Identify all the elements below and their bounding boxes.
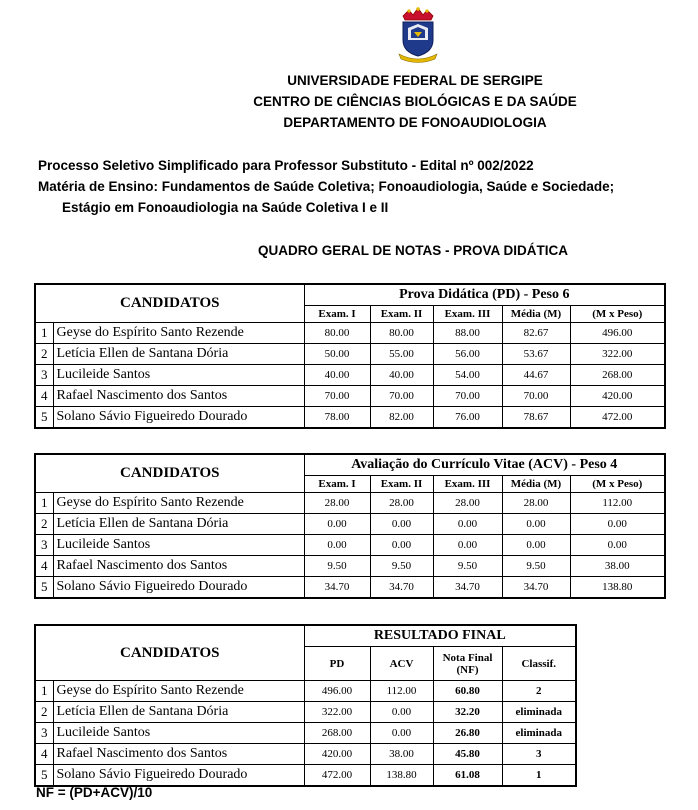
cell-value: 28.00	[502, 493, 570, 514]
col-exam-2: Exam. II	[370, 476, 433, 493]
cell-value: 34.70	[370, 577, 433, 598]
cell-value: 0.00	[570, 514, 665, 535]
board-title: QUADRO GERAL DE NOTAS - PROVA DIDÁTICA	[258, 243, 569, 258]
cell-value: 78.67	[502, 407, 570, 428]
col-media: Média (M)	[502, 476, 570, 493]
row-index: 4	[35, 556, 53, 577]
row-index: 3	[35, 365, 53, 386]
cell-value: 28.00	[304, 493, 370, 514]
department-name: DEPARTAMENTO DE FONOAUDIOLOGIA	[283, 115, 547, 130]
col-exam-3: Exam. III	[433, 306, 502, 323]
candidate-name: Lucileide Santos	[53, 535, 304, 556]
candidate-name: Lucileide Santos	[53, 365, 304, 386]
cell-pd: 420.00	[304, 744, 370, 765]
cell-value: 76.00	[433, 407, 502, 428]
table-row	[35, 577, 665, 598]
col-m-x-peso: (M x Peso)	[570, 476, 665, 493]
cell-value: 82.00	[370, 407, 433, 428]
candidate-name: Geyse do Espírito Santo Rezende	[53, 493, 304, 514]
cell-value: 472.00	[570, 407, 665, 428]
cell-pd: 268.00	[304, 723, 370, 744]
cell-value: 40.00	[304, 365, 370, 386]
cell-value: 54.00	[433, 365, 502, 386]
cell-value: 70.00	[433, 386, 502, 407]
candidate-name: Solano Sávio Figueiredo Dourado	[53, 765, 304, 786]
cell-value: 55.00	[370, 344, 433, 365]
cell-acv: 0.00	[370, 702, 433, 723]
cell-value: 28.00	[370, 493, 433, 514]
table-row	[35, 386, 665, 407]
table-row	[35, 344, 665, 365]
cell-value: 70.00	[370, 386, 433, 407]
cell-classif: eliminada	[502, 723, 576, 744]
candidate-name: Letícia Ellen de Santana Dória	[53, 514, 304, 535]
final-result-table	[34, 624, 577, 787]
cell-nf: 61.08	[433, 765, 502, 786]
pd-title: Prova Didática (PD) - Peso 6	[304, 284, 665, 306]
candidate-name: Lucileide Santos	[53, 723, 304, 744]
candidate-name: Geyse do Espírito Santo Rezende	[53, 681, 304, 702]
col-exam-3: Exam. III	[433, 476, 502, 493]
cell-classif: eliminada	[502, 702, 576, 723]
acv-title: Avaliação do Currículo Vitae (ACV) - Peso 4	[304, 454, 665, 476]
row-index: 2	[35, 702, 53, 723]
cell-pd: 472.00	[304, 765, 370, 786]
cell-value: 34.70	[502, 577, 570, 598]
pd-table	[34, 283, 666, 429]
cell-value: 496.00	[570, 323, 665, 344]
center-name: CENTRO DE CIÊNCIAS BIOLÓGICAS E DA SAÚDE	[253, 94, 577, 109]
row-index: 4	[35, 386, 53, 407]
cell-value: 88.00	[433, 323, 502, 344]
col-exam-1: Exam. I	[304, 476, 370, 493]
cell-value: 78.00	[304, 407, 370, 428]
cell-pd: 496.00	[304, 681, 370, 702]
candidate-name: Letícia Ellen de Santana Dória	[53, 702, 304, 723]
subject-line-1: Matéria de Ensino: Fundamentos de Saúde Coletiva; Fonoaudiologia, Saúde e Sociedade;	[38, 179, 615, 194]
col-nota-final: Nota Final (NF)	[433, 647, 502, 681]
row-index: 3	[35, 535, 53, 556]
cell-classif: 1	[502, 765, 576, 786]
cell-value: 28.00	[433, 493, 502, 514]
subject-line-2: Estágio em Fonoaudiologia na Saúde Coletiva I e II	[62, 200, 389, 215]
cell-value: 70.00	[502, 386, 570, 407]
cell-acv: 38.00	[370, 744, 433, 765]
cell-value: 0.00	[433, 535, 502, 556]
cell-value: 40.00	[370, 365, 433, 386]
cell-pd: 322.00	[304, 702, 370, 723]
cell-value: 34.70	[304, 577, 370, 598]
row-index: 1	[35, 323, 53, 344]
row-index: 2	[35, 514, 53, 535]
table-row	[35, 744, 576, 765]
candidate-name: Solano Sávio Figueiredo Dourado	[53, 407, 304, 428]
cell-value: 0.00	[304, 514, 370, 535]
cell-value: 0.00	[370, 514, 433, 535]
cell-value: 138.80	[570, 577, 665, 598]
formula-note: NF = (PD+ACV)/10	[36, 785, 153, 800]
cell-value: 53.67	[502, 344, 570, 365]
row-index: 4	[35, 744, 53, 765]
table-row	[35, 765, 576, 786]
row-index: 1	[35, 493, 53, 514]
candidates-header: CANDIDATOS	[35, 454, 304, 493]
table-row	[35, 681, 576, 702]
candidate-name: Rafael Nascimento dos Santos	[53, 386, 304, 407]
cell-value: 0.00	[502, 535, 570, 556]
row-index: 3	[35, 723, 53, 744]
cell-value: 82.67	[502, 323, 570, 344]
cell-value: 80.00	[370, 323, 433, 344]
row-index: 5	[35, 577, 53, 598]
cell-acv: 0.00	[370, 723, 433, 744]
cell-nf: 60.80	[433, 681, 502, 702]
acv-table	[34, 453, 666, 599]
row-index: 2	[35, 344, 53, 365]
col-exam-2: Exam. II	[370, 306, 433, 323]
candidate-name: Letícia Ellen de Santana Dória	[53, 344, 304, 365]
candidate-name: Rafael Nascimento dos Santos	[53, 744, 304, 765]
row-index: 5	[35, 407, 53, 428]
candidates-header: CANDIDATOS	[35, 625, 304, 681]
candidates-header: CANDIDATOS	[35, 284, 304, 323]
cell-value: 0.00	[370, 535, 433, 556]
cell-value: 9.50	[304, 556, 370, 577]
cell-acv: 138.80	[370, 765, 433, 786]
col-classif: Classif.	[502, 647, 576, 681]
cell-value: 34.70	[433, 577, 502, 598]
cell-nf: 45.80	[433, 744, 502, 765]
candidate-name: Rafael Nascimento dos Santos	[53, 556, 304, 577]
cell-classif: 3	[502, 744, 576, 765]
table-row	[35, 723, 576, 744]
table-row	[35, 556, 665, 577]
cell-value: 0.00	[433, 514, 502, 535]
cell-value: 80.00	[304, 323, 370, 344]
cell-value: 0.00	[502, 514, 570, 535]
cell-value: 9.50	[502, 556, 570, 577]
col-media: Média (M)	[502, 306, 570, 323]
cell-nf: 32.20	[433, 702, 502, 723]
cell-value: 44.67	[502, 365, 570, 386]
cell-acv: 112.00	[370, 681, 433, 702]
cell-value: 322.00	[570, 344, 665, 365]
candidate-name: Geyse do Espírito Santo Rezende	[53, 323, 304, 344]
cell-value: 0.00	[570, 535, 665, 556]
col-pd: PD	[304, 647, 370, 681]
cell-value: 9.50	[433, 556, 502, 577]
table-row	[35, 514, 665, 535]
col-exam-1: Exam. I	[304, 306, 370, 323]
table-row	[35, 702, 576, 723]
table-row	[35, 407, 665, 428]
cell-nf: 26.80	[433, 723, 502, 744]
cell-value: 38.00	[570, 556, 665, 577]
cell-value: 112.00	[570, 493, 665, 514]
row-index: 1	[35, 681, 53, 702]
university-seal-icon	[395, 6, 441, 64]
candidate-name: Solano Sávio Figueiredo Dourado	[53, 577, 304, 598]
table-row	[35, 535, 665, 556]
cell-value: 70.00	[304, 386, 370, 407]
cell-value: 56.00	[433, 344, 502, 365]
process-title: Processo Seletivo Simplificado para Professor Substituto - Edital nº 002/2022	[38, 158, 534, 173]
row-index: 5	[35, 765, 53, 786]
cell-value: 9.50	[370, 556, 433, 577]
table-row	[35, 365, 665, 386]
cell-value: 268.00	[570, 365, 665, 386]
cell-value: 420.00	[570, 386, 665, 407]
cell-value: 50.00	[304, 344, 370, 365]
final-title: RESULTADO FINAL	[304, 625, 576, 647]
col-m-x-peso: (M x Peso)	[570, 306, 665, 323]
col-acv: ACV	[370, 647, 433, 681]
table-row	[35, 323, 665, 344]
table-row	[35, 493, 665, 514]
cell-classif: 2	[502, 681, 576, 702]
university-name: UNIVERSIDADE FEDERAL DE SERGIPE	[287, 73, 543, 88]
cell-value: 0.00	[304, 535, 370, 556]
